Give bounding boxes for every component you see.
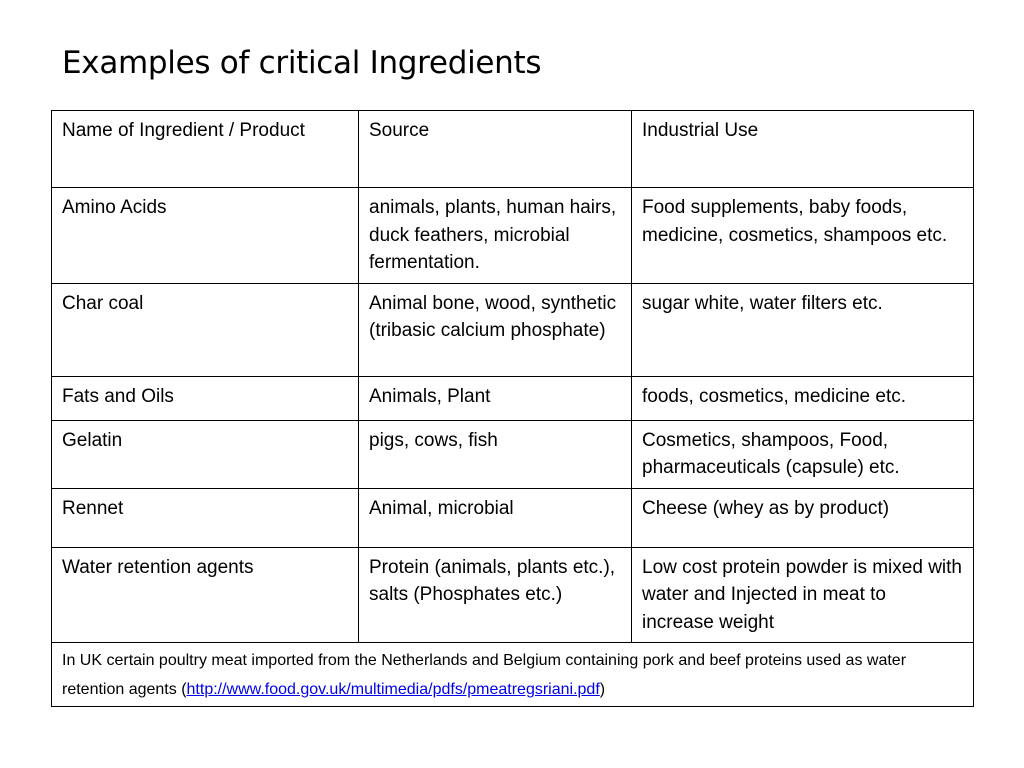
slide-title: Examples of critical Ingredients	[62, 45, 542, 81]
ingredient-cell: Rennet	[52, 488, 359, 547]
ingredient-cell: Fats and Oils	[52, 376, 359, 420]
header-cell-source: Source	[359, 111, 632, 188]
table-row	[52, 376, 974, 420]
table-header-row	[52, 111, 974, 188]
note-text-closing: )	[599, 681, 606, 698]
use-cell: Cosmetics, shampoos, Food, pharmaceuticals (capsule) etc.	[632, 420, 974, 488]
source-cell: animals, plants, human hairs, duck feathers, microbial fermentation.	[359, 188, 632, 284]
food-gov-pdf-link[interactable]: http://www.food.gov.uk/multimedia/pdfs/pmeatregsriani.pdf	[186, 681, 600, 698]
source-cell: Animal bone, wood, synthetic (tribasic calcium phosphate)	[359, 283, 632, 376]
use-cell: foods, cosmetics, medicine etc.	[632, 376, 974, 420]
ingredient-cell: Char coal	[52, 283, 359, 376]
table-row	[52, 547, 974, 643]
note-text: In UK certain poultry meat imported from the Netherlands and Belgium containing pork and beef proteins used as water retention agents (	[62, 652, 907, 698]
source-cell: pigs, cows, fish	[359, 420, 632, 488]
use-cell: sugar white, water filters etc.	[632, 283, 974, 376]
table-row	[52, 488, 974, 547]
ingredients-table	[51, 110, 974, 707]
note-cell	[52, 643, 974, 707]
table-row	[52, 283, 974, 376]
table-row	[52, 420, 974, 488]
ingredient-cell: Water retention agents	[52, 547, 359, 643]
source-cell: Animal, microbial	[359, 488, 632, 547]
table-note-row	[52, 643, 974, 707]
table-row	[52, 188, 974, 284]
header-cell-ingredient: Name of Ingredient / Product	[52, 111, 359, 188]
source-cell: Protein (animals, plants etc.), salts (Phosphates etc.)	[359, 547, 632, 643]
use-cell: Food supplements, baby foods, medicine, cosmetics, shampoos etc.	[632, 188, 974, 284]
source-cell: Animals, Plant	[359, 376, 632, 420]
use-cell: Low cost protein powder is mixed with water and Injected in meat to increase weight	[632, 547, 974, 643]
header-cell-industrial-use: Industrial Use	[632, 111, 974, 188]
ingredient-cell: Amino Acids	[52, 188, 359, 284]
use-cell: Cheese (whey as by product)	[632, 488, 974, 547]
ingredient-cell: Gelatin	[52, 420, 359, 488]
